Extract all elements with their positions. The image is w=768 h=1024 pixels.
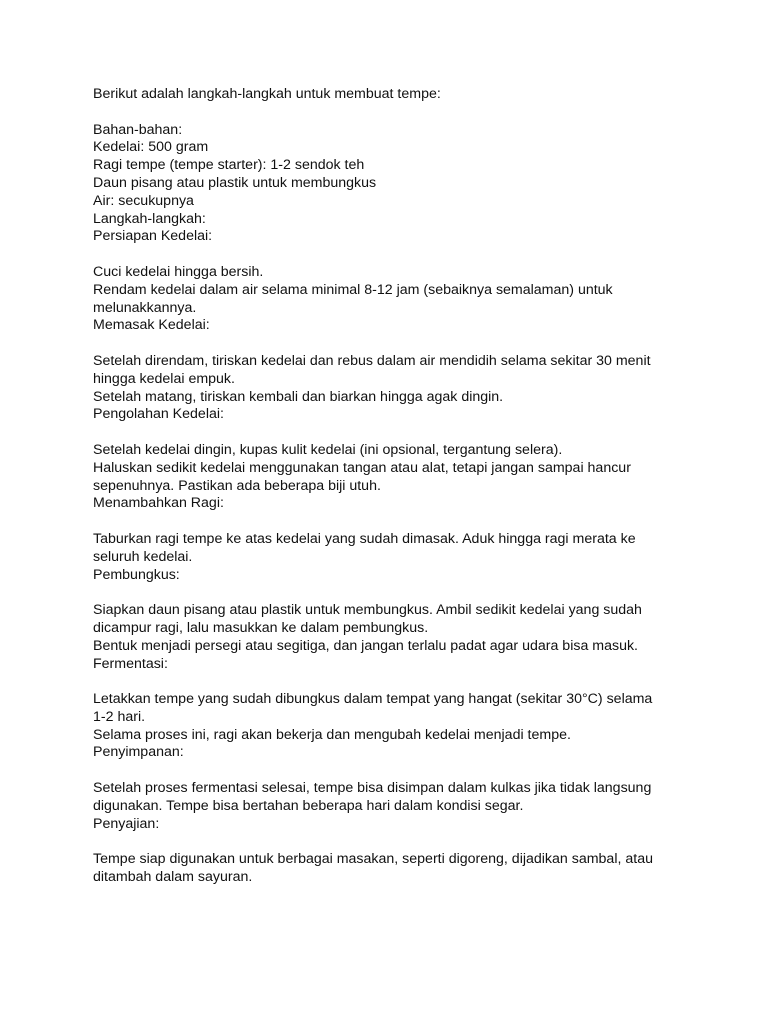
section-line: Haluskan sedikit kedelai menggunakan tangan atau alat, tetapi jangan sampai hancur <box>93 459 631 476</box>
section-line: Cuci kedelai hingga bersih. <box>93 263 264 280</box>
section-heading: Penyajian: <box>93 815 160 832</box>
section-heading: Penyimpanan: <box>93 744 184 761</box>
spacer <box>93 762 673 780</box>
ingredients-heading: Bahan-bahan: <box>93 121 183 138</box>
section-heading: Memasak Kedelai: <box>93 317 210 334</box>
section-line: Taburkan ragi tempe ke atas kedelai yang sudah dimasak. Aduk hingga ragi merata ke <box>93 530 636 547</box>
document-page <box>93 86 673 887</box>
section-heading: Fermentasi: <box>93 655 168 672</box>
ingredient-item: Air: secukupnya <box>93 192 194 209</box>
spacer <box>93 335 673 353</box>
spacer <box>93 246 673 264</box>
section-line: Bentuk menjadi persegi atau segitiga, dan jangan terlalu padat agar udara bisa masuk. <box>93 637 638 654</box>
section-line: Tempe siap digunakan untuk berbagai masakan, seperti digoreng, dijadikan sambal, atau <box>93 851 653 868</box>
section-line: seluruh kedelai. <box>93 548 193 565</box>
spacer <box>93 424 673 442</box>
section-line: hingga kedelai empuk. <box>93 370 235 387</box>
intro-text: Berikut adalah langkah-langkah untuk membuat tempe: <box>93 86 441 102</box>
spacer <box>93 673 673 691</box>
section-line: ditambah dalam sayuran. <box>93 869 253 886</box>
section-line: Setelah matang, tiriskan kembali dan biarkan hingga agak dingin. <box>93 388 504 405</box>
spacer <box>93 584 673 602</box>
section-line: Setelah proses fermentasi selesai, tempe bisa disimpan dalam kulkas jika tidak langsung <box>93 780 652 797</box>
spacer <box>93 833 673 851</box>
section-heading: Pengolahan Kedelai: <box>93 406 224 423</box>
section-heading: Persiapan Kedelai: <box>93 228 213 245</box>
section-line: 1-2 hari. <box>93 708 146 725</box>
spacer <box>93 513 673 531</box>
section-line: Rendam kedelai dalam air selama minimal 8-12 jam (sebaiknya semalaman) untuk <box>93 281 613 298</box>
section-line: Setelah kedelai dingin, kupas kulit kedelai (ini opsional, tergantung selera). <box>93 441 563 458</box>
section-line: melunakkannya. <box>93 299 197 316</box>
section-line: Siapkan daun pisang atau plastik untuk membungkus. Ambil sedikit kedelai yang sudah <box>93 602 642 619</box>
spacer <box>93 104 673 122</box>
section-line: Selama proses ini, ragi akan bekerja dan mengubah kedelai menjadi tempe. <box>93 726 571 743</box>
section-line: sepenuhnya. Pastikan ada beberapa biji utuh. <box>93 477 381 494</box>
section-line: digunakan. Tempe bisa bertahan beberapa hari dalam kondisi segar. <box>93 797 524 814</box>
section-line: Setelah direndam, tiriskan kedelai dan rebus dalam air mendidih selama sekitar 30 menit <box>93 352 651 369</box>
ingredient-item: Daun pisang atau plastik untuk membungkus <box>93 174 377 191</box>
ingredient-item: Kedelai: 500 gram <box>93 139 209 156</box>
section-heading: Menambahkan Ragi: <box>93 495 224 512</box>
ingredient-item: Ragi tempe (tempe starter): 1-2 sendok teh <box>93 157 365 174</box>
steps-heading: Langkah-langkah: <box>93 210 206 227</box>
section-line: Letakkan tempe yang sudah dibungkus dalam tempat yang hangat (sekitar 30°C) selama <box>93 691 653 708</box>
section-heading: Pembungkus: <box>93 566 180 583</box>
section-line: dicampur ragi, lalu masukkan ke dalam pembungkus. <box>93 619 429 636</box>
